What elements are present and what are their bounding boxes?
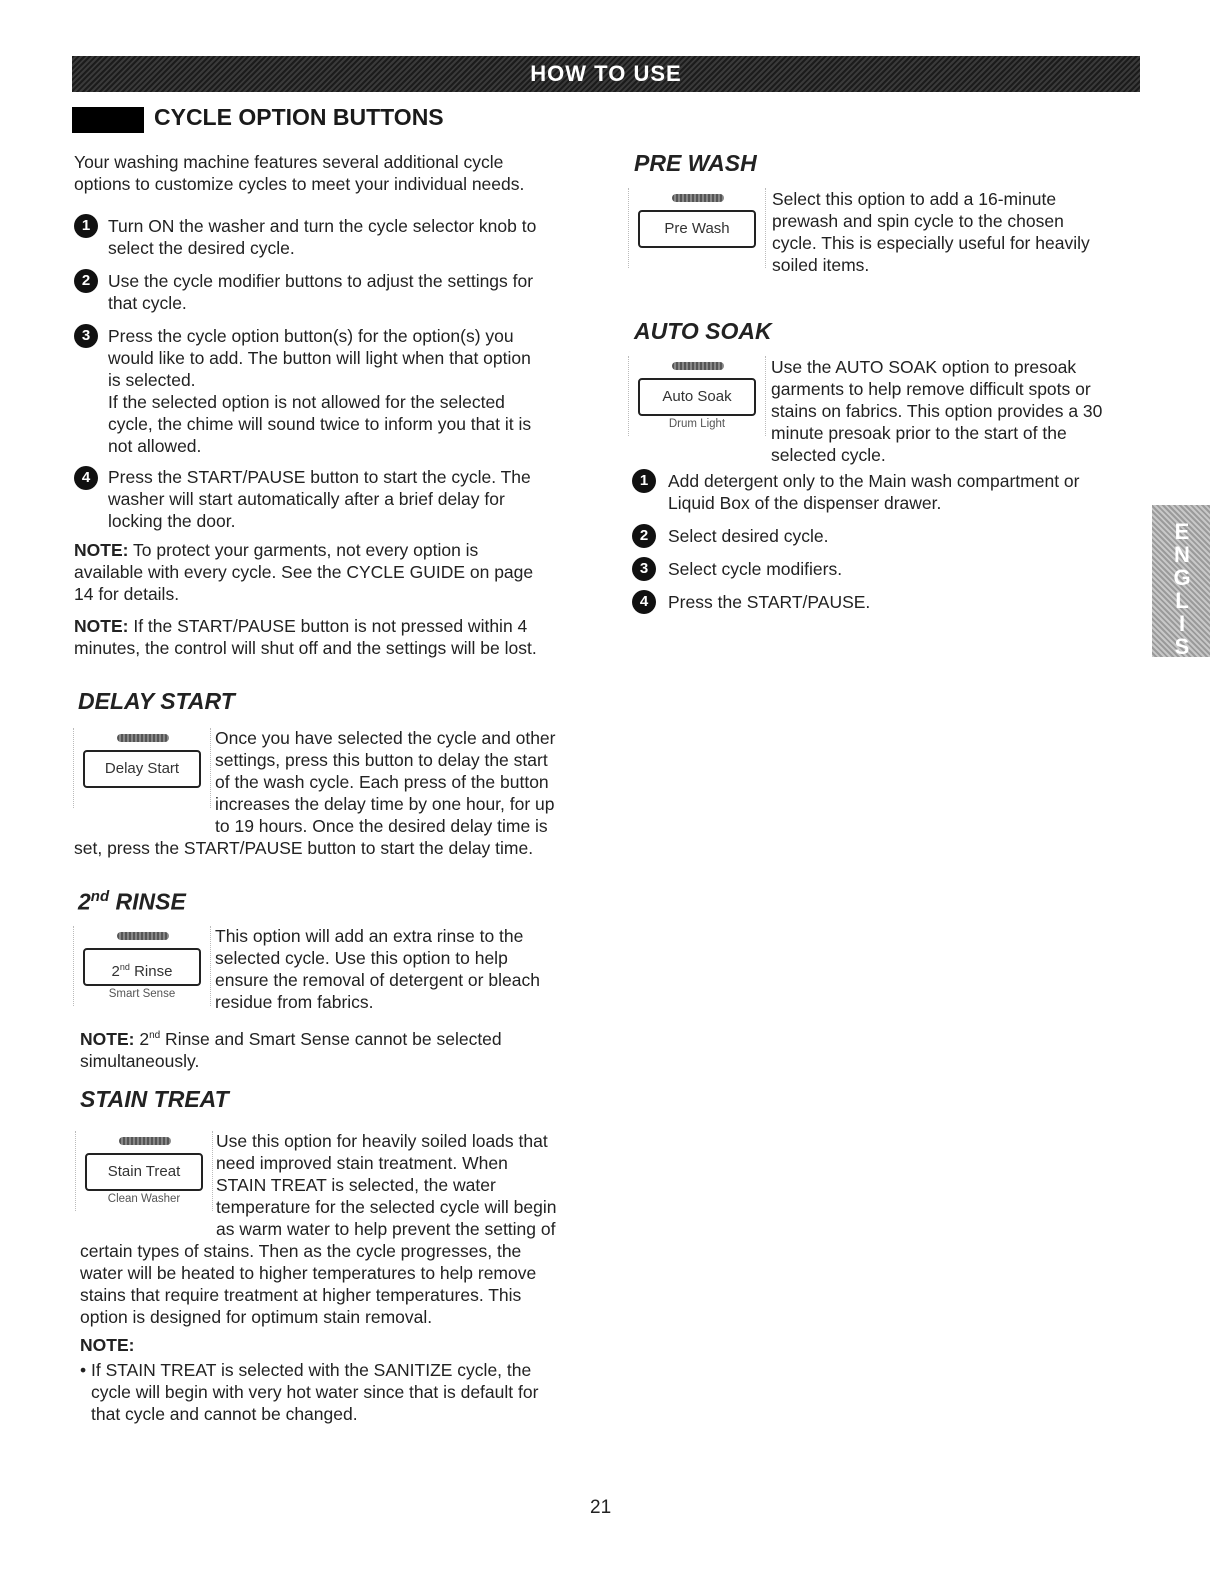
step-text: Select desired cycle. bbox=[668, 526, 829, 546]
section-banner bbox=[72, 56, 1140, 92]
auto-soak-description: Use the AUTO SOAK option to presoak garments to help remove difficult spots or stains on fabrics. This option provides a 30 minute presoak prior to the start of the selected cycle. bbox=[771, 357, 1103, 465]
auto-soak-heading: AUTO SOAK bbox=[634, 318, 772, 344]
pre-wash-description: Select this option to add a 16-minute prewash and spin cycle to the chosen cycle. This is especially useful for heavily soiled items. bbox=[772, 189, 1090, 275]
step-text: Add detergent only to the Main wash compartment or Liquid Box of the dispenser drawer. bbox=[668, 471, 1080, 513]
section-marker bbox=[72, 107, 144, 133]
step-text: Turn ON the washer and turn the cycle selector knob to select the desired cycle. bbox=[108, 216, 537, 258]
step-number-badge: 2 bbox=[74, 269, 98, 293]
stain-treat-description-end: certain types of stains. Then as the cycle progresses, the water will be heated to higher temperatures to help remove stains that require treatment at higher temperatures. This option is designed for optimum stain removal. bbox=[80, 1241, 537, 1327]
drum-light-label: Drum Light bbox=[668, 418, 726, 430]
indicator-light bbox=[117, 932, 169, 940]
note-label: NOTE: bbox=[74, 540, 129, 560]
stain-treat-description: Use this option for heavily soiled loads that need improved stain treatment. When STAIN TREAT is selected, the water temperature for the selected cycle will begin as warm water to help prevent the setting of bbox=[216, 1131, 557, 1239]
note-label: NOTE: bbox=[74, 616, 129, 636]
second-rinse-heading: 2nd RINSE bbox=[78, 888, 186, 915]
page-number: 21 bbox=[590, 1497, 612, 1518]
stain-treat-bullet: • If STAIN TREAT is selected with the SANITIZE cycle, the cycle will begin with very hot water since that is default for that cycle and cannot be changed. bbox=[80, 1360, 539, 1424]
stain-treat-button[interactable]: Stain Treat bbox=[85, 1153, 203, 1191]
delay-start-heading: DELAY START bbox=[78, 688, 235, 714]
smart-sense-label: Smart Sense bbox=[108, 988, 176, 1000]
note-block: NOTE: If the START/PAUSE button is not pressed within 4 minutes, the control will shut off and the settings will be lost. bbox=[74, 616, 537, 658]
step-text: Press the START/PAUSE button to start the cycle. The washer will start automatically after a brief delay for locking the door. bbox=[108, 467, 531, 531]
step-number-badge: 3 bbox=[74, 324, 98, 348]
stain-treat-heading: STAIN TREAT bbox=[80, 1086, 229, 1112]
second-rinse-panel bbox=[73, 926, 211, 1006]
language-tab-label: E N G L I S H bbox=[1173, 519, 1191, 682]
banner-title: HOW TO USE bbox=[530, 61, 682, 86]
auto-soak-button[interactable]: Auto Soak bbox=[638, 378, 756, 416]
indicator-light bbox=[117, 734, 169, 742]
second-rinse-description: This option will add an extra rinse to the selected cycle. Use this option to help ensure the removal of detergent or bleach residue from fabrics. bbox=[215, 926, 540, 1012]
step-text: Press the START/PAUSE. bbox=[668, 592, 871, 612]
step-number-badge: 1 bbox=[632, 469, 656, 493]
delay-start-button[interactable]: Delay Start bbox=[83, 750, 201, 788]
second-rinse-note: NOTE: 2nd Rinse and Smart Sense cannot be selected simultaneously. bbox=[80, 1028, 502, 1071]
intro-line: Your washing machine features several additional cycle bbox=[74, 152, 504, 172]
step-number-badge: 2 bbox=[632, 524, 656, 548]
indicator-light bbox=[672, 194, 724, 202]
auto-soak-panel bbox=[628, 356, 766, 436]
section-title: CYCLE OPTION BUTTONS bbox=[154, 104, 444, 130]
delay-start-description: Once you have selected the cycle and other settings, press this button to delay the start of the wash cycle. Each press of the button increases the delay time by one hour, for up to 19 hours. Once the desired delay time is bbox=[215, 728, 556, 836]
step-text: Press the cycle option button(s) for the option(s) you would like to add. The button will light when that option is selected. If the selected option is not allowed for the selected cycle, the chime will sound twice to inform you that it is not allowed. bbox=[108, 326, 532, 456]
second-rinse-button[interactable]: 2nd Rinse bbox=[83, 948, 201, 986]
intro-line: options to customize cycles to meet your individual needs. bbox=[74, 174, 525, 194]
step-number-badge: 1 bbox=[74, 214, 98, 238]
clean-washer-label: Clean Washer bbox=[107, 1193, 181, 1205]
note-block: NOTE: To protect your garments, not every option is available with every cycle. See the CYCLE GUIDE on page 14 for details. bbox=[74, 540, 534, 604]
indicator-light bbox=[672, 362, 724, 370]
pre-wash-panel bbox=[628, 188, 766, 268]
step-number-badge: 4 bbox=[74, 466, 98, 490]
delay-start-description-end: set, press the START/PAUSE button to start the delay time. bbox=[74, 838, 534, 858]
step-text: Select cycle modifiers. bbox=[668, 559, 843, 579]
pre-wash-heading: PRE WASH bbox=[634, 150, 757, 176]
delay-start-panel bbox=[73, 728, 211, 808]
note-label: NOTE: bbox=[80, 1335, 135, 1355]
step-text: Use the cycle modifier buttons to adjust the settings for that cycle. bbox=[108, 271, 534, 313]
indicator-light bbox=[119, 1137, 171, 1145]
pre-wash-button[interactable]: Pre Wash bbox=[638, 210, 756, 248]
step-number-badge: 4 bbox=[632, 590, 656, 614]
step-number-badge: 3 bbox=[632, 557, 656, 581]
stain-treat-panel bbox=[75, 1131, 213, 1211]
